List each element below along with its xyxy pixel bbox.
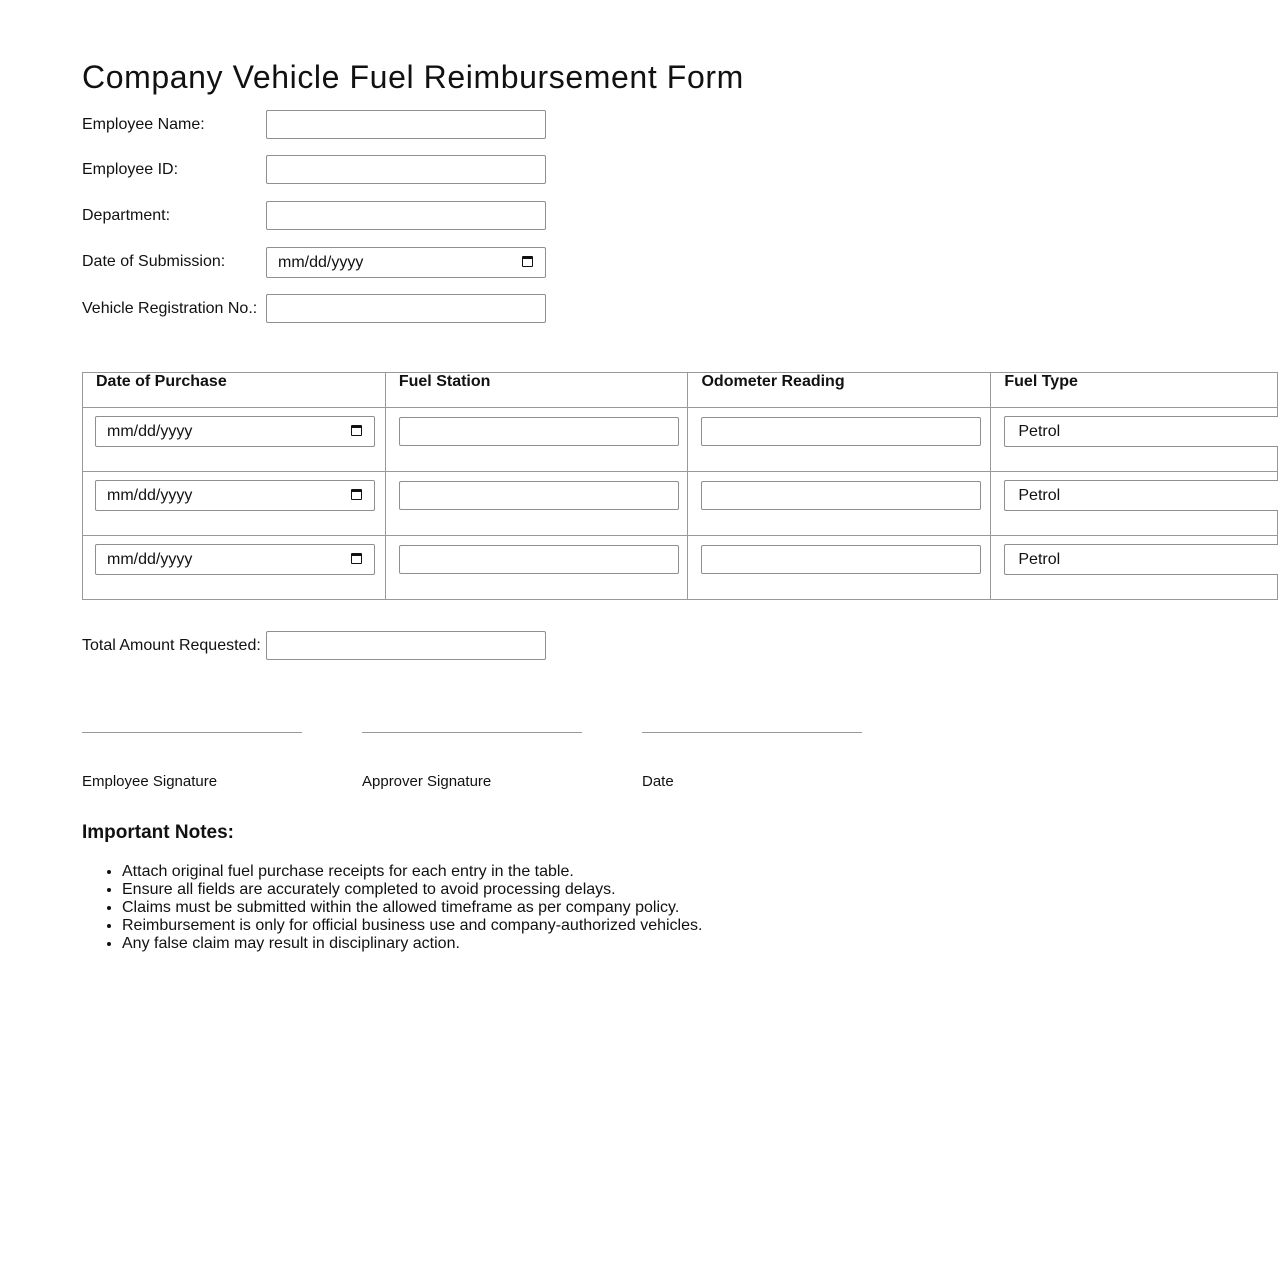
employee-signature-block <box>82 732 302 790</box>
vehicle-registration-row <box>82 294 552 324</box>
fuel-type-value: Petrol <box>1018 551 1061 568</box>
date-placeholder: mm/dd/yyyy <box>107 423 193 440</box>
approver-signature-block <box>362 732 582 790</box>
fuel-type-value: Petrol <box>1018 423 1061 440</box>
odometer-cell <box>688 472 991 536</box>
employee-id-label: Employee ID: <box>82 161 179 178</box>
purchase-date-input[interactable] <box>95 544 375 575</box>
table-row <box>83 472 1278 536</box>
submission-date-input[interactable] <box>266 247 546 278</box>
list-item: • Ensure all fields are accurately completed to avoid processing delays. <box>122 881 702 899</box>
odometer-cell <box>688 536 991 600</box>
fuel-type-select[interactable] <box>1004 544 1278 575</box>
purchase-date-input[interactable] <box>95 416 375 447</box>
odometer-reading-input[interactable] <box>701 417 981 446</box>
total-amount-row <box>82 631 552 661</box>
vehicle-registration-label: Vehicle Registration No.: <box>82 300 258 317</box>
purchase-date-input[interactable] <box>95 480 375 511</box>
date-cell <box>83 472 386 536</box>
fuel-type-cell <box>991 472 1278 536</box>
approver-signature-label: Approver Signature <box>362 773 492 790</box>
fuel-type-value: Petrol <box>1018 487 1061 504</box>
employee-name-row <box>82 110 552 140</box>
date-signature-block <box>642 732 862 790</box>
odometer-cell <box>688 408 991 472</box>
employee-signature-label: Employee Signature <box>82 773 218 790</box>
odometer-reading-input[interactable] <box>701 545 981 574</box>
header-odometer-reading: Odometer Reading <box>688 373 991 408</box>
date-placeholder: mm/dd/yyyy <box>107 487 193 504</box>
notes-list <box>82 863 702 953</box>
fuel-type-cell <box>991 408 1278 472</box>
station-cell <box>385 472 688 536</box>
list-item: • Any false claim may result in disciplinary action. <box>122 935 702 953</box>
total-amount-label: Total Amount Requested: <box>82 637 261 654</box>
signature-line <box>362 732 582 733</box>
date-cell <box>83 536 386 600</box>
employee-id-input[interactable] <box>266 155 546 184</box>
notes-heading: Important Notes: <box>82 822 234 843</box>
submission-date-row <box>82 247 552 277</box>
header-date-of-purchase: Date of Purchase <box>83 373 386 408</box>
calendar-icon[interactable] <box>351 425 362 436</box>
fuel-entries-table <box>82 372 1278 600</box>
header-fuel-station: Fuel Station <box>385 373 688 408</box>
fuel-type-select[interactable] <box>1004 480 1278 511</box>
date-signature-label: Date <box>642 773 674 790</box>
date-placeholder: mm/dd/yyyy <box>278 254 364 271</box>
calendar-icon[interactable] <box>351 553 362 564</box>
vehicle-registration-input[interactable] <box>266 294 546 323</box>
department-label: Department: <box>82 207 171 224</box>
odometer-reading-input[interactable] <box>701 481 981 510</box>
department-row <box>82 201 552 231</box>
signature-line <box>82 732 302 733</box>
fuel-station-input[interactable] <box>399 545 679 574</box>
date-placeholder: mm/dd/yyyy <box>107 551 193 568</box>
employee-id-row <box>82 155 552 185</box>
header-fuel-type: Fuel Type <box>991 373 1278 408</box>
department-input[interactable] <box>266 201 546 230</box>
list-item: • Attach original fuel purchase receipts for each entry in the table. <box>122 863 702 881</box>
station-cell <box>385 408 688 472</box>
total-amount-input[interactable] <box>266 631 546 660</box>
fuel-type-select[interactable] <box>1004 416 1278 447</box>
fuel-type-cell <box>991 536 1278 600</box>
date-cell <box>83 408 386 472</box>
table-row <box>83 408 1278 472</box>
fuel-station-input[interactable] <box>399 481 679 510</box>
list-item: • Claims must be submitted within the allowed timeframe as per company policy. <box>122 899 702 917</box>
station-cell <box>385 536 688 600</box>
employee-name-input[interactable] <box>266 110 546 139</box>
page-title: Company Vehicle Fuel Reimbursement Form <box>82 59 744 95</box>
employee-name-label: Employee Name: <box>82 116 205 133</box>
fuel-station-input[interactable] <box>399 417 679 446</box>
signature-line <box>642 732 862 733</box>
calendar-icon[interactable] <box>351 489 362 500</box>
table-header-row <box>83 373 1278 408</box>
table-row <box>83 536 1278 600</box>
submission-date-label: Date of Submission: <box>82 253 226 270</box>
calendar-icon[interactable] <box>522 256 533 267</box>
list-item: • Reimbursement is only for official business use and company-authorized vehicles. <box>122 917 702 935</box>
